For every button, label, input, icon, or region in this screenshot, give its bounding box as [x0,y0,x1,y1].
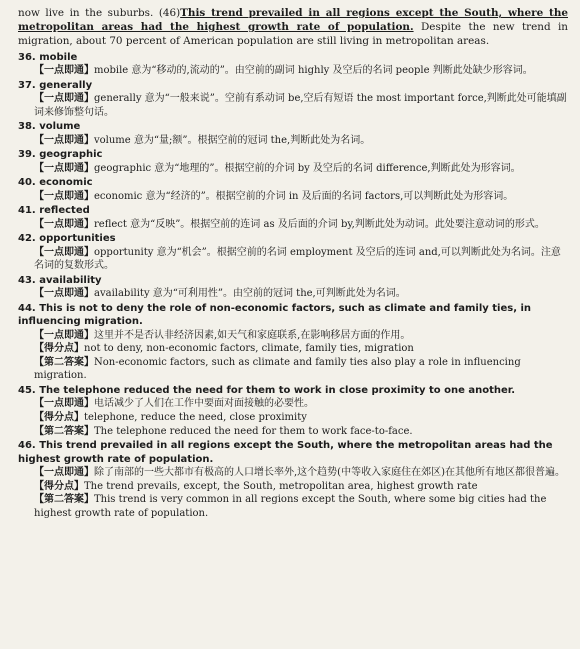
item-number: 42. [18,233,36,245]
answer-text: mobile [39,51,78,63]
answer-item [18,384,568,438]
answer-text: generally [39,79,93,91]
item-number: 46. [18,440,36,452]
intro-paragraph [18,6,568,49]
explanation-text: not to deny, non-economic factors, climate, family ties, migration [84,343,414,355]
explanation-text: opportunity 意为“机会”。根据空前的名词 employment 及空后的连词 and,可以判断此处为名词。注意名词的复数形式。 [34,246,561,272]
explanation-tag: 【一点即通】 [34,218,94,230]
explanation-text: telephone, reduce the need, close proximity [84,411,307,423]
answer-heading [18,79,568,92]
explanation-line [34,64,568,78]
item-number: 39. [18,149,36,161]
item-number: 45. [18,384,36,396]
answer-text: availability [39,274,102,286]
answer-item [18,51,568,78]
explanation-line [34,425,568,439]
answer-text: This is not to deny the role of non-economic factors, such as climate and family ties, in influencing migration. [18,302,532,328]
explanation-line [34,190,568,204]
explanation-text: The telephone reduced the need for them to work face-to-face. [94,425,413,437]
answer-heading [18,148,568,161]
answer-item [18,176,568,203]
explanation-line [34,162,568,176]
explanation-tag: 【第二答案】 [34,425,94,437]
explanation-line [34,329,568,343]
answer-heading [18,176,568,189]
explanation-tag: 【一点即通】 [34,246,94,258]
item-number: 37. [18,79,36,91]
explanation-line [34,466,568,480]
explanation-text: Non-economic factors, such as climate and family ties also play a role in influencing migration. [34,356,521,382]
item-number: 44. [18,302,36,314]
explanation-line [34,397,568,411]
explanation-tag: 【一点即通】 [34,398,94,410]
answer-item [18,302,568,383]
explanation-tag: 【一点即通】 [34,93,94,105]
answer-heading [18,51,568,64]
explanation-text: economic 意为“经济的”。根据空前的介词 in 及后面的名词 factors,可以判断此处为形容词。 [94,190,514,202]
explanation-line [34,92,568,119]
explanation-line [34,134,568,148]
item-number: 38. [18,121,36,133]
answer-heading [18,120,568,133]
explanation-text: 除了南部的一些大都市有极高的人口增长率外,这个趋势(中等收入家庭住在郊区)在其他所有地区都很普遍。 [94,466,565,478]
answer-heading [18,302,568,329]
explanation-tag: 【第二答案】 [34,494,94,506]
explanation-tag: 【一点即通】 [34,134,94,146]
answer-item [18,204,568,231]
answer-item [18,148,568,175]
explanation-text: geographic 意为“地理的”。根据空前的介词 by 及空后的名词 difference,判断此处为形容词。 [94,162,521,174]
explanation-tag: 【一点即通】 [34,466,94,478]
intro-post: Despite the new trend in migration, about 70 percent of American population are still living in metropolitan areas. [18,21,568,48]
item-number: 43. [18,274,36,286]
explanation-tag: 【一点即通】 [34,190,94,202]
answer-heading [18,232,568,245]
explanation-tag: 【一点即通】 [34,65,94,77]
explanation-line [34,287,568,301]
explanation-text: generally 意为“一般来说”。空前有系动词 be,空后有短语 the most important force,判断此处可能填副词来修饰整句话。 [34,93,567,118]
answer-heading [18,204,568,217]
explanation-line [34,356,568,383]
answer-heading [18,439,568,466]
answer-text: The telephone reduced the need for them to work in close proximity to one another. [39,384,516,396]
answer-text: reflected [39,205,90,217]
explanation-line [34,493,568,520]
explanation-tag: 【一点即通】 [34,329,94,341]
explanation-tag: 【得分点】 [34,480,84,492]
explanation-text: mobile 意为“移动的,流动的”。由空前的副词 highly 及空后的名词 people 判断此处缺少形容词。 [94,65,533,77]
answer-item [18,120,568,147]
answer-list [18,51,568,521]
answer-item [18,79,568,120]
answer-item [18,232,568,273]
explanation-text: availability 意为“可利用性”。由空前的冠词 the,可判断此处为名词。 [94,288,406,300]
explanation-text: 这里并不是否认非经济因素,如天气和家庭联系,在影响移居方面的作用。 [94,329,411,341]
intro-pre: now live in the suburbs. (46) [18,7,181,19]
answer-item [18,439,568,520]
item-number: 36. [18,51,36,63]
intro-underlined-sentence: This trend prevailed in all regions except the South, where the metropolitan areas had the highest growth rate of population. [18,7,568,34]
explanation-line [34,246,568,273]
answer-text: This trend prevailed in all regions except the South, where the metropolitan areas had the highest growth rate of population. [18,440,553,465]
explanation-tag: 【得分点】 [34,411,84,423]
answer-heading [18,274,568,287]
explanation-tag: 【一点即通】 [34,162,94,174]
explanation-line [34,411,568,425]
answer-text: geographic [39,149,103,161]
answer-text: volume [39,121,81,133]
answer-item [18,274,568,301]
explanation-text: This trend is very common in all regions except the South, where some big cities had the highest growth rate of population. [34,494,547,519]
item-number: 41. [18,205,36,217]
item-number: 40. [18,177,36,189]
explanation-tag: 【一点即通】 [34,288,94,300]
explanation-line [34,480,568,494]
answer-heading [18,384,568,397]
answer-text: economic [39,177,93,189]
explanation-text: 电话减少了人们在工作中要面对面接触的必要性。 [94,398,314,410]
explanation-tag: 【第二答案】 [34,356,94,368]
explanation-tag: 【得分点】 [34,343,84,355]
explanation-text: reflect 意为“反映”。根据空前的连词 as 及后面的介词 by,判断此处为动词。此处要注意动词的形式。 [94,218,545,230]
answer-text: opportunities [39,233,116,245]
explanation-line [34,342,568,356]
explanation-text: The trend prevails, except, the South, metropolitan area, highest growth rate [84,480,478,492]
explanation-text: volume 意为“量;额”。根据空前的冠词 the,判断此处为名词。 [94,134,371,146]
explanation-line [34,218,568,232]
